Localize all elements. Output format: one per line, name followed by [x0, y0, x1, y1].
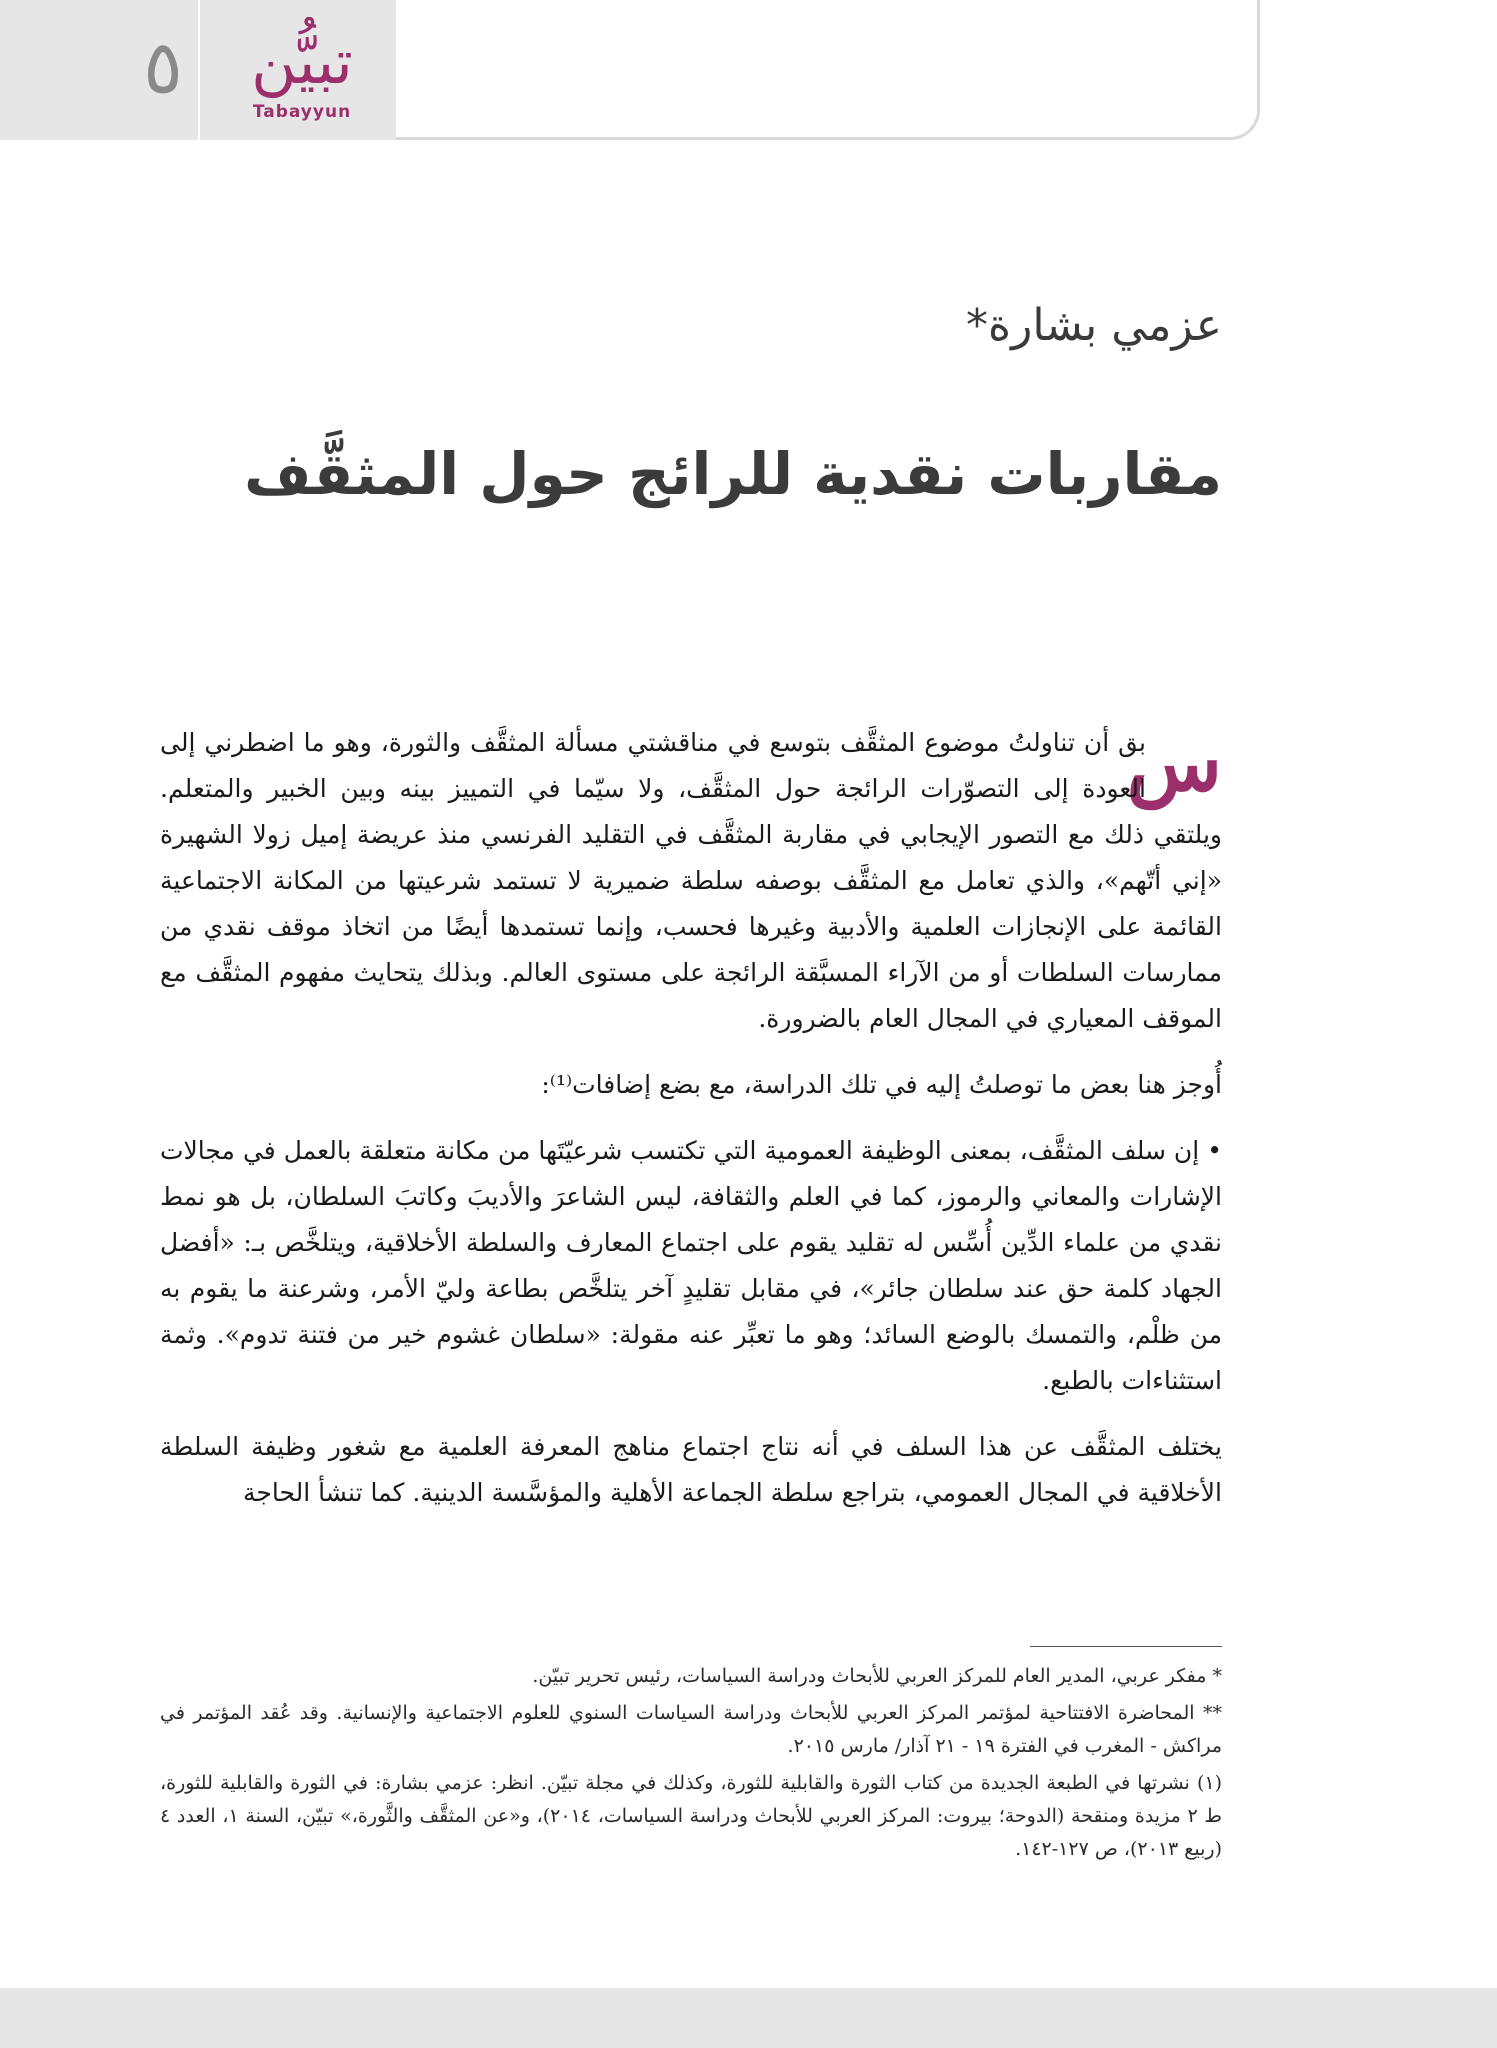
author-name: عزمي بشارة* [966, 300, 1222, 351]
page-number: ٥ [143, 25, 183, 111]
paragraph-text: بق أن تناولتُ موضوع المثقَّف بتوسع في مناقشتي مسألة المثقَّف والثورة، وهو ما اضطرني إلى العودة إلى التصوّرات الرائجة حول المثقَّف، ولا سيّما في التمييز بينه وبين الخبير والمتعلم. ويلتقي ذلك مع التصور الإيجابي في مقاربة المثقَّف في التقليد الفرنسي منذ عريضة إميل زولا الشهيرة «إني أتّهم»، والذي تعامل مع المثقَّف بوصفه سلطة ضميرية لا تستمد شرعيتها من المكانة الاجتماعية القائمة على الإنجازات العلمية والأدبية وغيرها فحسب، وإنما تستمدها أيضًا من اتخاذ موقف نقدي من ممارسات السلطات أو من الآراء المسبَّقة الرائجة على مستوى العالم. وبذلك يتحايث مفهوم المثقَّف مع الموقف المعياري في المجال العام بالضرورة. [160, 728, 1222, 1033]
header-divider [198, 0, 200, 140]
article-title: مقاربات نقدية للرائج حول المثقَّف [244, 440, 1222, 508]
body-paragraph: أُوجز هنا بعض ما توصلتُ إليه في تلك الدراسة، مع بضع إضافات⁽¹⁾: [541, 1070, 1222, 1099]
footnotes [160, 1660, 1222, 1870]
footnote: (١) نشرتها في الطبعة الجديدة من كتاب الثورة والقابلية للثورة، وكذلك في مجلة تبيّن. انظر: عزمي بشارة: في الثورة والقابلية للثورة، ط ٢ مزيدة ومنقحة (الدوحة؛ بيروت: المركز العربي للأبحاث ودراسة السياسات، ٢٠١٤)، و«عن المثقَّف والثَّورة،» تبيّن، السنة ١، العدد ٤ (ربيع ٢٠١٣)، ص ١٢٧-١٤٢. [160, 1772, 1222, 1860]
journal-logo-arabic: تبيُّن [251, 25, 353, 98]
body-paragraph: يختلف المثقَّف عن هذا السلف في أنه نتاج اجتماع مناهج المعرفة العلمية مع شغور وظيفة السلطة الأخلاقية في المجال العمومي، بتراجع سلطة الجماعة الأهلية والمؤسَّسة الدينية. كما تنشأ الحاجة [160, 1432, 1222, 1507]
body-paragraph [160, 720, 1222, 1042]
footnote: ** المحاضرة الافتتاحية لمؤتمر المركز العربي للأبحاث ودراسة السياسات السنوي للعلوم الاجتماعية والإنسانية. وقد عُقد المؤتمر في مراكش - المغرب في الفترة ١٩ - ٢١ آذار/ مارس ٢٠١٥. [160, 1702, 1222, 1757]
journal-header-band [0, 0, 396, 140]
drop-cap: س [1126, 718, 1222, 809]
footnote-separator [1030, 1646, 1222, 1647]
journal-logo-latin: Tabayyun [252, 102, 352, 122]
footer-band [0, 1988, 1497, 2048]
body-paragraph: • إن سلف المثقَّف، بمعنى الوظيفة العمومية التي تكتسب شرعيّتَها من مكانة متعلقة بالعمل في مجالات الإشارات والمعاني والرموز، كما في العلم والثقافة، ليس الشاعرَ والأديبَ وكاتبَ السلطان، بل هو نمط نقدي من علماء الدِّين أُسِّس له تقليد يقوم على اجتماع المعارف والسلطة الأخلاقية، ويتلخَّص بـ: «أفضل الجهاد كلمة حق عند سلطان جائر»، في مقابل تقليدٍ آخر يتلخَّص بطاعة وليّ الأمر، وشرعنة ما يقوم به من ظلْم، والتمسك بالوضع السائد؛ وهو ما تعبِّر عنه مقولة: «سلطان غشوم خير من فتنة تدوم». وثمة استثناءات بالطبع. [160, 1136, 1222, 1395]
article-body [160, 720, 1222, 1536]
footnote: * مفكر عربي، المدير العام للمركز العربي للأبحاث ودراسة السياسات، رئيس تحرير تبيّن. [532, 1665, 1222, 1687]
